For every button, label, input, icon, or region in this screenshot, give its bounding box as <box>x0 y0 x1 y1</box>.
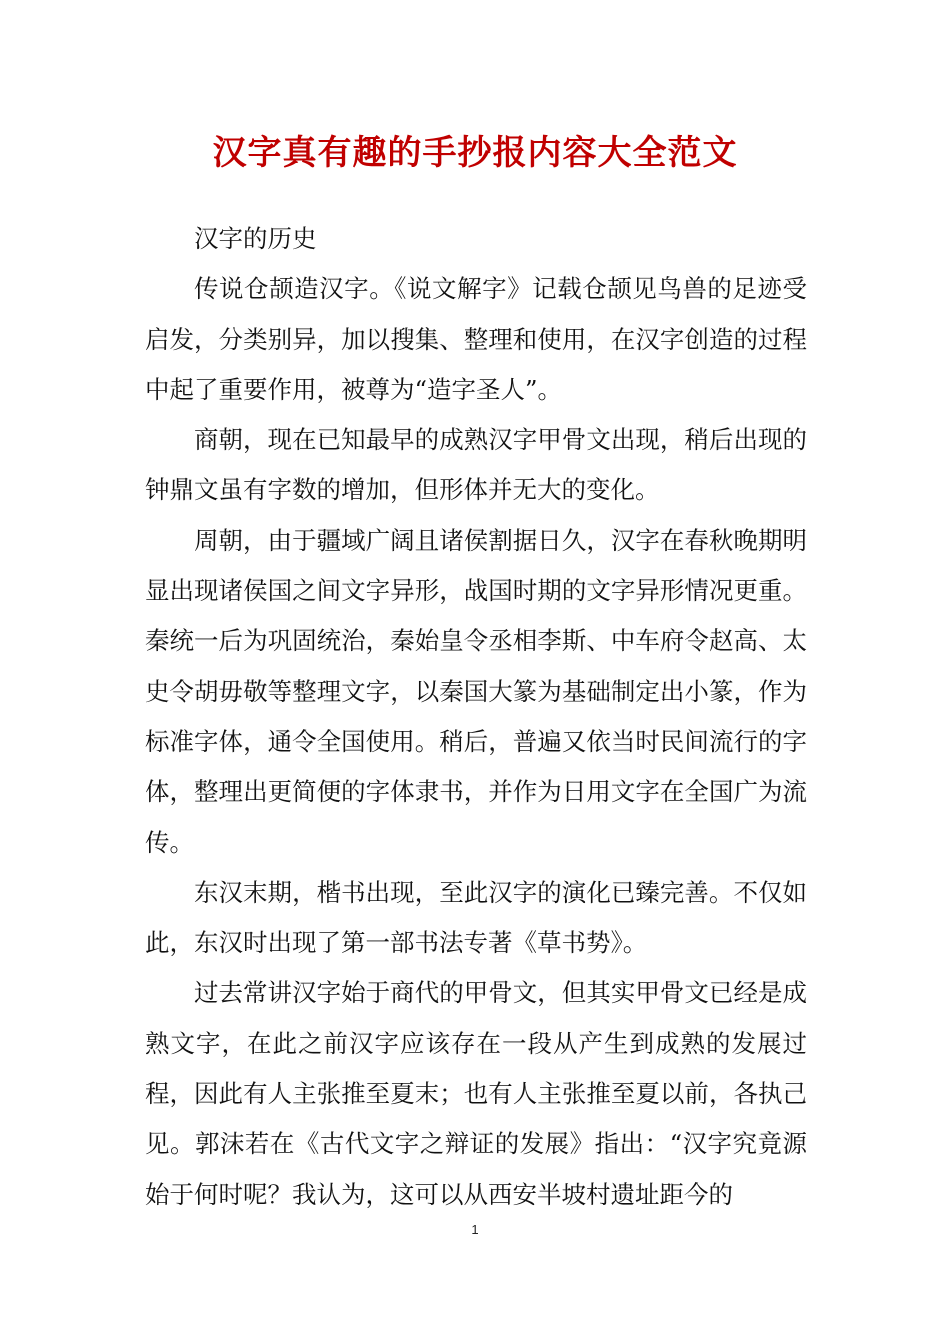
paragraph-cangjie: 传说仓颉造汉字。《说文解字》记载仓颉见鸟兽的足迹受启发，分类别异，加以搜集、整理和使用，在汉字创造的过程中起了重要作用，被尊为“造字圣人”。 <box>145 274 807 404</box>
paragraph-zhou-qin: 周朝，由于疆域广阔且诸侯割据日久，汉字在春秋晚期明显出现诸侯国之间文字异形，战国时期的文字异形情况更重。秦统一后为巩固统治，秦始皇令丞相李斯、中车府令赵高、太史令胡毋敬等整理文字，以秦国大篆为基础制定出小篆，作为标准字体，通令全国使用。稍后，普遍又依当时民间流行的字体，整理出更简便的字体隶书，并作为日用文字在全国广为流传。 <box>145 525 807 857</box>
paragraph-shang: 商朝，现在已知最早的成熟汉字甲骨文出现，稍后出现的钟鼎文虽有字数的增加，但形体并无大的变化。 <box>145 425 807 505</box>
paragraph-donghan: 东汉末期，楷书出现，至此汉字的演化已臻完善。不仅如此，东汉时出现了第一部书法专著《草书势》。 <box>145 877 807 958</box>
page-number: 1 <box>471 1222 479 1237</box>
document-title: 汉字真有趣的手抄报内容大全范文 <box>212 133 738 173</box>
section-heading: 汉字的历史 <box>194 224 317 253</box>
document-body <box>145 214 807 1220</box>
paragraph-origin: 过去常讲汉字始于商代的甲骨文，但其实甲骨文已经是成熟文字，在此之前汉字应该存在一段从产生到成熟的发展过程，因此有人主张推至夏末；也有人主张推至夏以前，各执己见。郭沫若在《古代文字之辩证的发展》指出：“汉字究竟源始于何时呢？我认为，这可以从西安半坡村遗址距今的 <box>145 978 807 1209</box>
